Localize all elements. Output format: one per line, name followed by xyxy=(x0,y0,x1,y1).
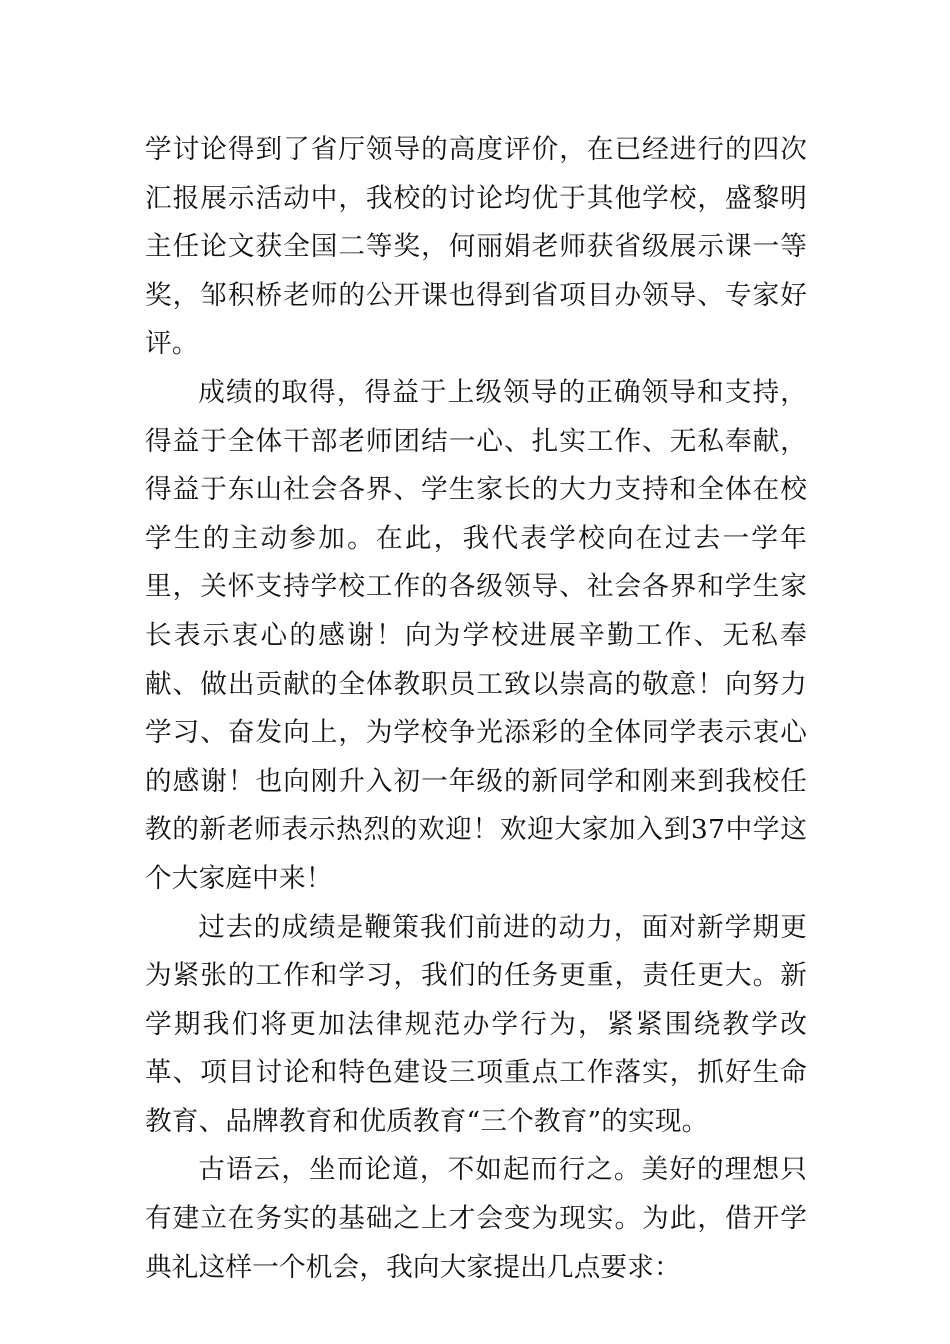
paragraph-requirements-intro: 古语云，坐而论道，不如起而行之。美好的理想只有建立在务实的基础之上才会变为现实。为此，借开学典礼这样一个机会，我向大家提出几点要求： xyxy=(145,1154,807,1283)
paragraph-new-semester: 过去的成绩是鞭策我们前进的动力，面对新学期更为紧张的工作和学习，我们的任务更重，责任更大。新学期我们将更加法律规范办学行为，紧紧围绕教学改革、项目讨论和特色建设三项重点工作落实，抓好生命教育、品牌教育和优质教育“三个教育”的实现。 xyxy=(145,911,807,1137)
document-body xyxy=(145,126,807,1292)
paragraph-achievements-continued: 学讨论得到了省厅领导的高度评价，在已经进行的四次汇报展示活动中，我校的讨论均优于其他学校，盛黎明主任论文获全国二等奖，何丽娟老师获省级展示课一等奖，邹积桥老师的公开课也得到省项目办领导、专家好评。 xyxy=(145,134,807,360)
paragraph-thanks: 成绩的取得，得益于上级领导的正确领导和支持，得益于全体干部老师团结一心、扎实工作、无私奉献，得益于东山社会各界、学生家长的大力支持和全体在校学生的主动参加。在此，我代表学校向在过去一学年里，关怀支持学校工作的各级领导、社会各界和学生家长表示衷心的感谢！向为学校进展辛勤工作、无私奉献、做出贡献的全体教职员工致以崇高的敬意！向努力学习、奋发向上，为学校争光添彩的全体同学表示衷心的感谢！也向刚升入初一年级的新同学和刚来到我校任教的新老师表示热烈的欢迎！欢迎大家加入到37中学这个大家庭中来！ xyxy=(145,376,807,894)
